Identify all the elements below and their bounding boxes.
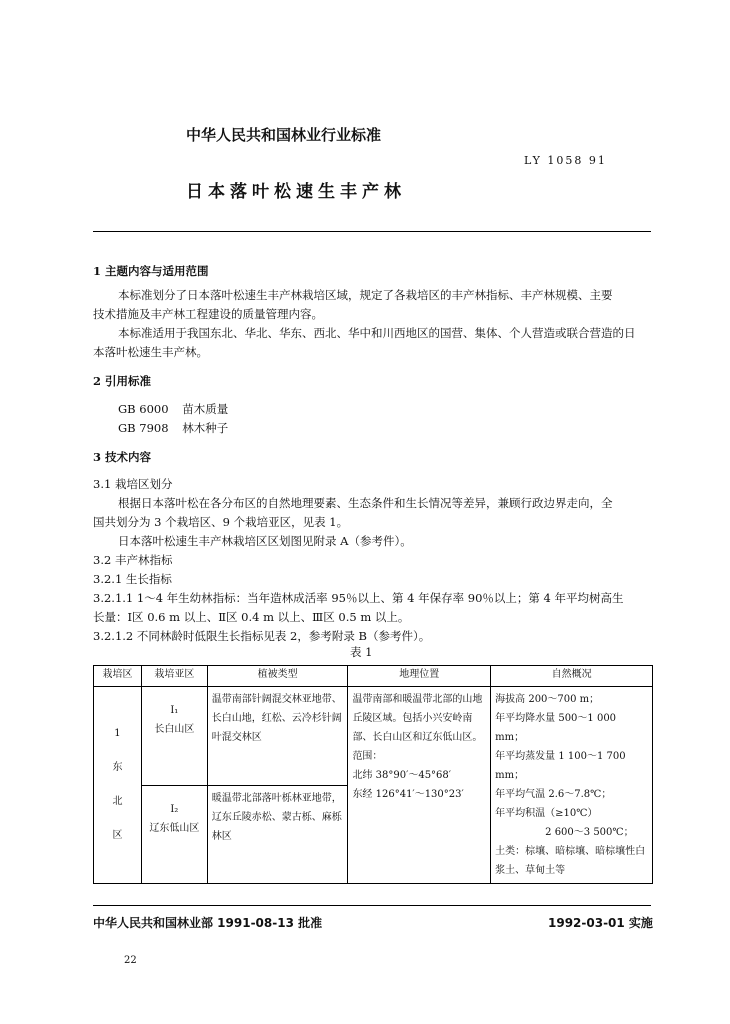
sec1-paragraph-1-line-2: 技术措施及丰产林工程建设的质量管理内容。 [93, 307, 323, 321]
table-header-cell: 栽培区 [94, 666, 142, 687]
subzone-cell: Ⅰ₁ 长白山区 [141, 687, 207, 786]
header-rule [93, 231, 651, 232]
issuer-title: 中华人民共和国林业行业标准 [186, 126, 382, 144]
geography-cell: 温带南部和暖温带北部的山地丘陵区域。包括小兴安岭南部、长白山区和辽东低山区。 范围： 北纬 38°90′～45°68′ 东经 126°41′～130°23′ [348, 687, 491, 884]
table-header-row [94, 666, 653, 687]
sec31-paragraph-2: 日本落叶松速生丰产林栽培区区划图见附录 A（参考件）。 [118, 534, 412, 548]
section-3-heading: 3 技术内容 [93, 450, 152, 464]
reference-name: 林木种子 [182, 421, 229, 435]
nature-cell: 海拔高 200～700 m； 年平均降水量 500～1 000 mm； 年平均蒸发量 1 100～1 700 mm； 年平均气温 2.6～7.8℃； 年平均积温（≥10℃） 2 600～3 500℃； 土类：棕壤、暗棕壤、暗棕壤性白浆土、草甸土等 [491, 687, 653, 884]
clause-3-2-1-2: 3.2.1.2 不同林龄时低限生长指标见表 2，参考附录 B（参考件）。 [93, 629, 431, 643]
subzone-cell: Ⅰ₂ 辽东低山区 [141, 785, 207, 884]
standard-code: LY 1058 91 [524, 154, 607, 167]
zone-cell: 1 东 北 区 [94, 687, 142, 884]
section-1-heading: 1 主题内容与适用范围 [93, 264, 209, 278]
clause-3-2-1-1-line-2: 长量：Ⅰ区 0.6 m 以上、Ⅱ区 0.4 m 以上、Ⅲ区 0.5 m 以上。 [93, 610, 410, 624]
reference-name: 苗木质量 [182, 402, 229, 416]
table-caption: 表 1 [350, 645, 373, 659]
vegetation-cell: 温带南部针阔混交林亚地带、长白山地，红松、云冷杉针阔叶混交林区 [207, 687, 348, 786]
section-2-heading: 2 引用标准 [93, 374, 152, 388]
table-header-cell: 自然概况 [491, 666, 653, 687]
implementation-date: 1992-03-01 实施 [548, 916, 653, 930]
table-1 [93, 665, 653, 884]
footer-rule [93, 905, 651, 906]
vegetation-cell: 暖温带北部落叶栎林亚地带，辽东丘陵赤松、蒙古栎、麻栎林区 [207, 785, 348, 884]
reference-code: GB 7908 [118, 421, 169, 435]
reference-item [118, 417, 228, 439]
sec31-paragraph-1-line-1: 根据日本落叶松在各分布区的自然地理要素、生态条件和生长情况等差异，兼顾行政边界走向，全 [118, 496, 613, 510]
sec31-paragraph-1-line-2: 国共划分为 3 个栽培区、9 个栽培亚区，见表 1。 [93, 515, 349, 529]
subsection-3-1: 3.1 栽培区划分 [93, 477, 173, 491]
page-number: 22 [124, 955, 137, 966]
approval-line: 中华人民共和国林业部 1991-08-13 批准 [93, 916, 323, 930]
subsection-3-2-1: 3.2.1 生长指标 [93, 572, 172, 586]
table-header-cell: 植被类型 [207, 666, 348, 687]
sec1-paragraph-1-line-1: 本标准划分了日本落叶松速生丰产林栽培区域，规定了各栽培区的丰产林指标、丰产林规模、主要 [118, 288, 613, 302]
clause-3-2-1-1-line-1: 3.2.1.1 1～4 年生幼林指标：当年造林成活率 95％以上、第 4 年保存率 90％以上；第 4 年平均树高生 [93, 591, 624, 605]
reference-code: GB 6000 [118, 402, 169, 416]
document-title: 日本落叶松速生丰产林 [186, 182, 406, 202]
table-row [94, 687, 653, 786]
subsection-3-2: 3.2 丰产林指标 [93, 553, 173, 567]
sec1-paragraph-2-line-1: 本标准适用于我国东北、华北、华东、西北、华中和川西地区的国营、集体、个人营造或联合营造的日 [118, 326, 636, 340]
table-header-cell: 地理位置 [348, 666, 491, 687]
table-header-cell: 栽培亚区 [141, 666, 207, 687]
sec1-paragraph-2-line-2: 本落叶松速生丰产林。 [93, 345, 208, 359]
